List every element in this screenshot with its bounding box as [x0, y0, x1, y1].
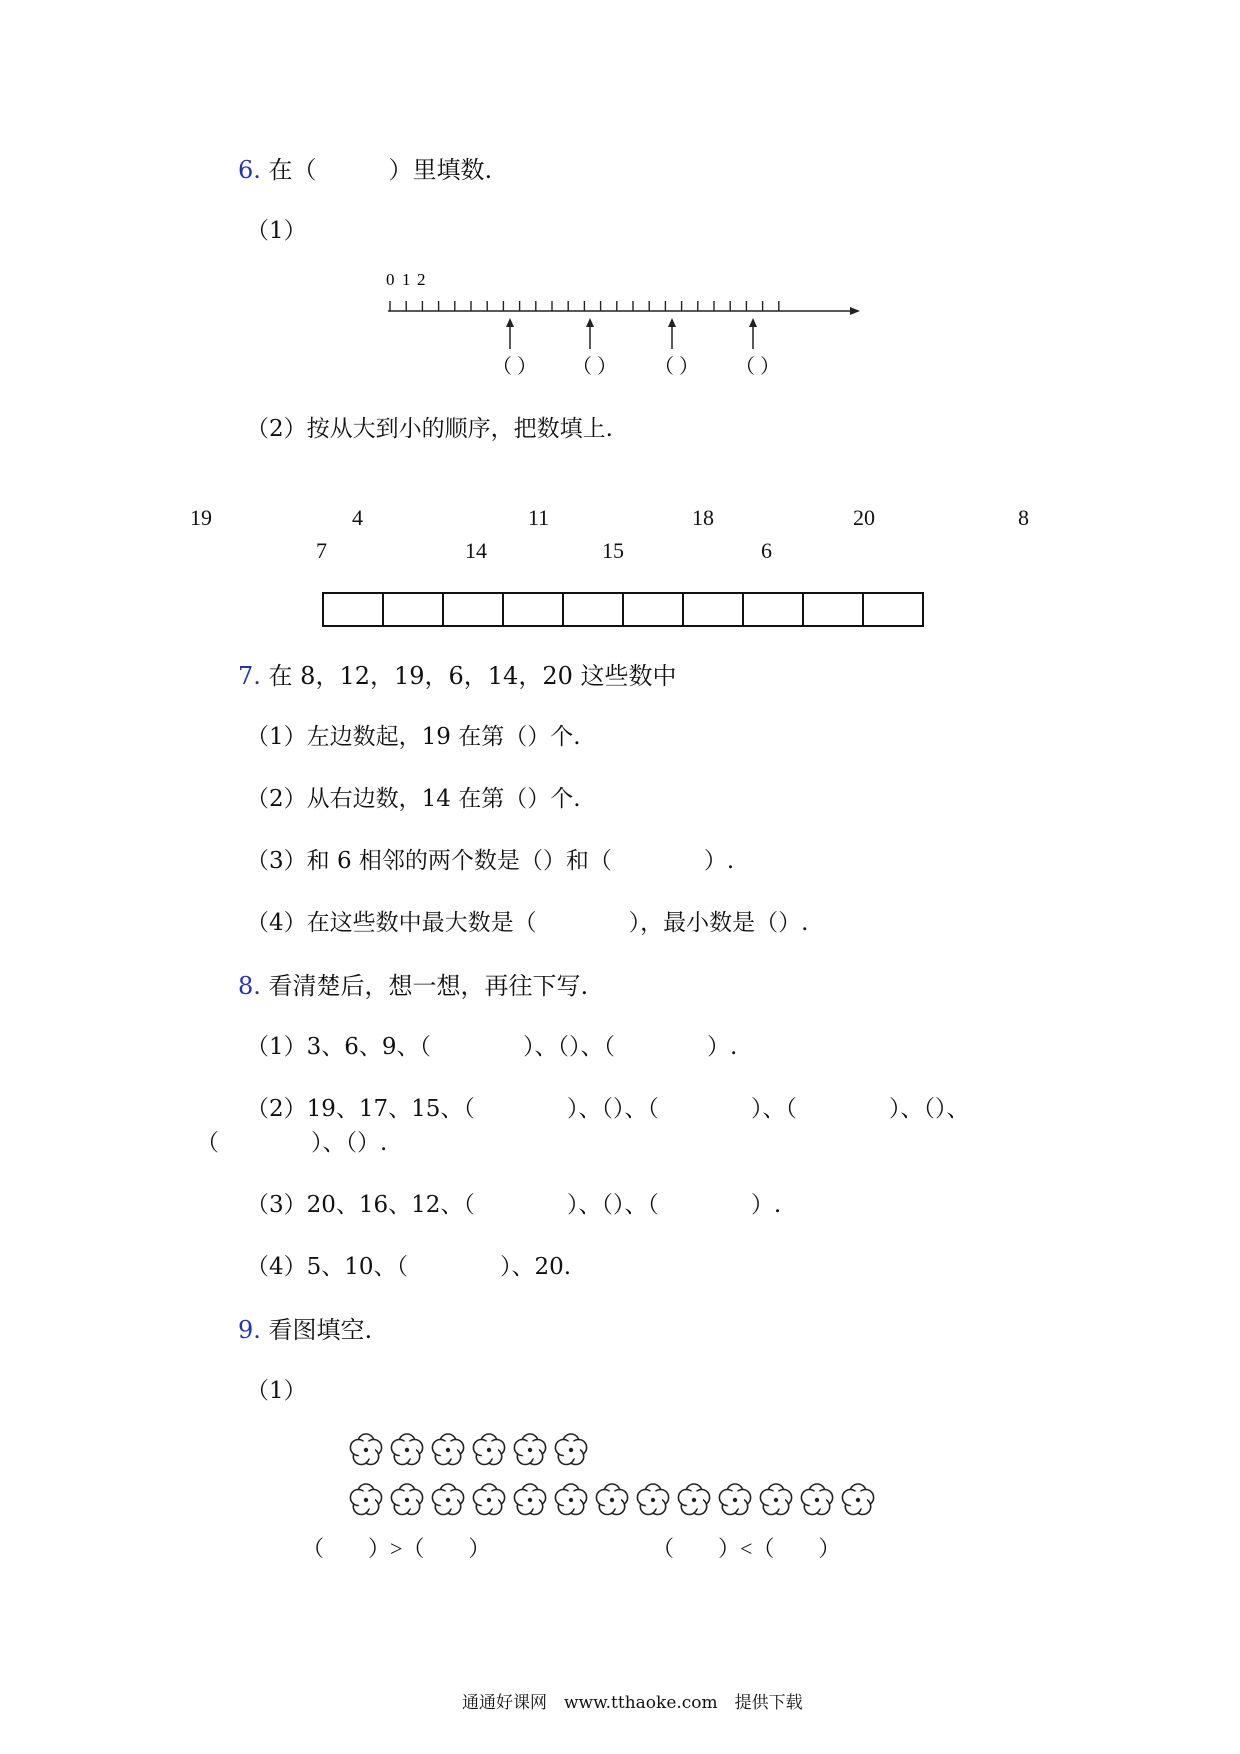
- answer-blank-3: （ ）: [654, 356, 699, 378]
- flower-icon: [350, 1484, 381, 1515]
- answer-box[interactable]: [562, 594, 622, 625]
- flower-icon: [473, 1484, 504, 1515]
- number-6: 6: [761, 538, 772, 563]
- q6-title-text: 在（ ）里填数.: [268, 156, 493, 184]
- flower-icon: [801, 1484, 832, 1515]
- tick-label-1: 1: [402, 270, 411, 289]
- q7-title: [238, 656, 677, 691]
- q8-title-text: 看清楚后，想一想，再往下写.: [268, 972, 589, 1000]
- pointer-arrow-4: [749, 318, 757, 349]
- flower-icon: [391, 1434, 422, 1465]
- answer-box[interactable]: [622, 594, 682, 625]
- flower-icon: [350, 1434, 381, 1465]
- flower-icon: [514, 1484, 545, 1515]
- page-footer: 通通好课网 www.tthaoke.com 提供下载: [462, 1693, 803, 1713]
- flower-icon: [391, 1484, 422, 1515]
- answer-box[interactable]: [682, 594, 742, 625]
- flower-icon: [760, 1484, 791, 1515]
- q8-item-2-line1: （2）19、17、15、（ ）、（）、（ ）、（ ）、（）、: [246, 1096, 970, 1122]
- answer-blank-4: （ ）: [735, 356, 780, 378]
- flower-icon: [555, 1484, 586, 1515]
- answer-blank-2: （ ）: [572, 356, 617, 378]
- number-line-ticks: [390, 301, 779, 311]
- compare-right: （ ）<（ ）: [652, 1536, 841, 1561]
- number-8: 8: [1018, 505, 1029, 530]
- q6-number: 6.: [238, 156, 261, 184]
- flower-icon: [678, 1484, 709, 1515]
- answer-box[interactable]: [324, 594, 382, 625]
- q6-part2-instruction: （2）按从大到小的顺序，把数填上.: [246, 416, 613, 442]
- flower-icon: [555, 1434, 586, 1465]
- q8-item-4: （4）5、10、（ ）、20.: [246, 1254, 572, 1280]
- q7-number: 7.: [238, 662, 261, 690]
- answer-box[interactable]: [742, 594, 802, 625]
- number-7: 7: [316, 538, 327, 563]
- q8-title: [238, 966, 588, 1001]
- q7-item-4: （4）在这些数中最大数是（ ），最小数是（）.: [246, 910, 809, 936]
- flower-icon: [842, 1484, 873, 1515]
- number-18: 18: [692, 505, 714, 530]
- flower-icon: [514, 1434, 545, 1465]
- answer-box-row: [322, 592, 924, 627]
- q8-item-3: （3）20、16、12、（ ）、（）、（ ）.: [246, 1192, 782, 1218]
- pointer-arrow-3: [668, 318, 676, 349]
- number-11: 11: [528, 505, 550, 530]
- q7-item-2: （2）从右边数，14 在第（）个.: [246, 786, 581, 812]
- compare-left: （ ）>（ ）: [302, 1536, 491, 1561]
- number-line-figure: [380, 265, 870, 380]
- q6-title: [238, 150, 492, 185]
- number-15: 15: [602, 538, 624, 563]
- q6-part1-label: （1）: [246, 218, 307, 244]
- answer-box[interactable]: [502, 594, 562, 625]
- number-14: 14: [465, 538, 487, 563]
- number-20: 20: [853, 505, 875, 530]
- answer-blank-1: （ ）: [492, 356, 537, 378]
- flower-row-2: [350, 1484, 873, 1515]
- answer-box[interactable]: [442, 594, 502, 625]
- flower-icon: [637, 1484, 668, 1515]
- pointer-arrow-1: [506, 318, 514, 349]
- answer-box[interactable]: [802, 594, 862, 625]
- flower-row-1: [350, 1434, 586, 1465]
- pointer-arrow-2: [586, 318, 594, 349]
- q8-item-1: （1）3、6、9、（ ）、（）、（ ）.: [246, 1034, 738, 1060]
- q7-title-text: 在 8，12，19，6，14，20 这些数中: [268, 662, 677, 690]
- flower-icon: [719, 1484, 750, 1515]
- number-19: 19: [190, 505, 212, 530]
- q9-title-text: 看图填空.: [268, 1316, 373, 1344]
- number-line-arrow: [850, 307, 860, 315]
- q7-item-3: （3）和 6 相邻的两个数是（）和（ ）.: [246, 848, 735, 874]
- q8-number: 8.: [238, 972, 261, 1000]
- answer-box[interactable]: [862, 594, 922, 625]
- q9-title: [238, 1310, 372, 1345]
- number-4: 4: [352, 505, 363, 530]
- flower-icon: [432, 1434, 463, 1465]
- tick-label-0: 0: [386, 270, 395, 289]
- tick-label-2: 2: [417, 270, 426, 289]
- flower-icon: [473, 1434, 504, 1465]
- answer-box[interactable]: [382, 594, 442, 625]
- q9-part1-label: （1）: [246, 1378, 307, 1404]
- q8-item-2-line2: （ ）、（）.: [196, 1130, 388, 1156]
- q7-item-1: （1）左边数起，19 在第（）个.: [246, 724, 581, 750]
- q9-number: 9.: [238, 1316, 261, 1344]
- flower-icon: [596, 1484, 627, 1515]
- flower-icon: [432, 1484, 463, 1515]
